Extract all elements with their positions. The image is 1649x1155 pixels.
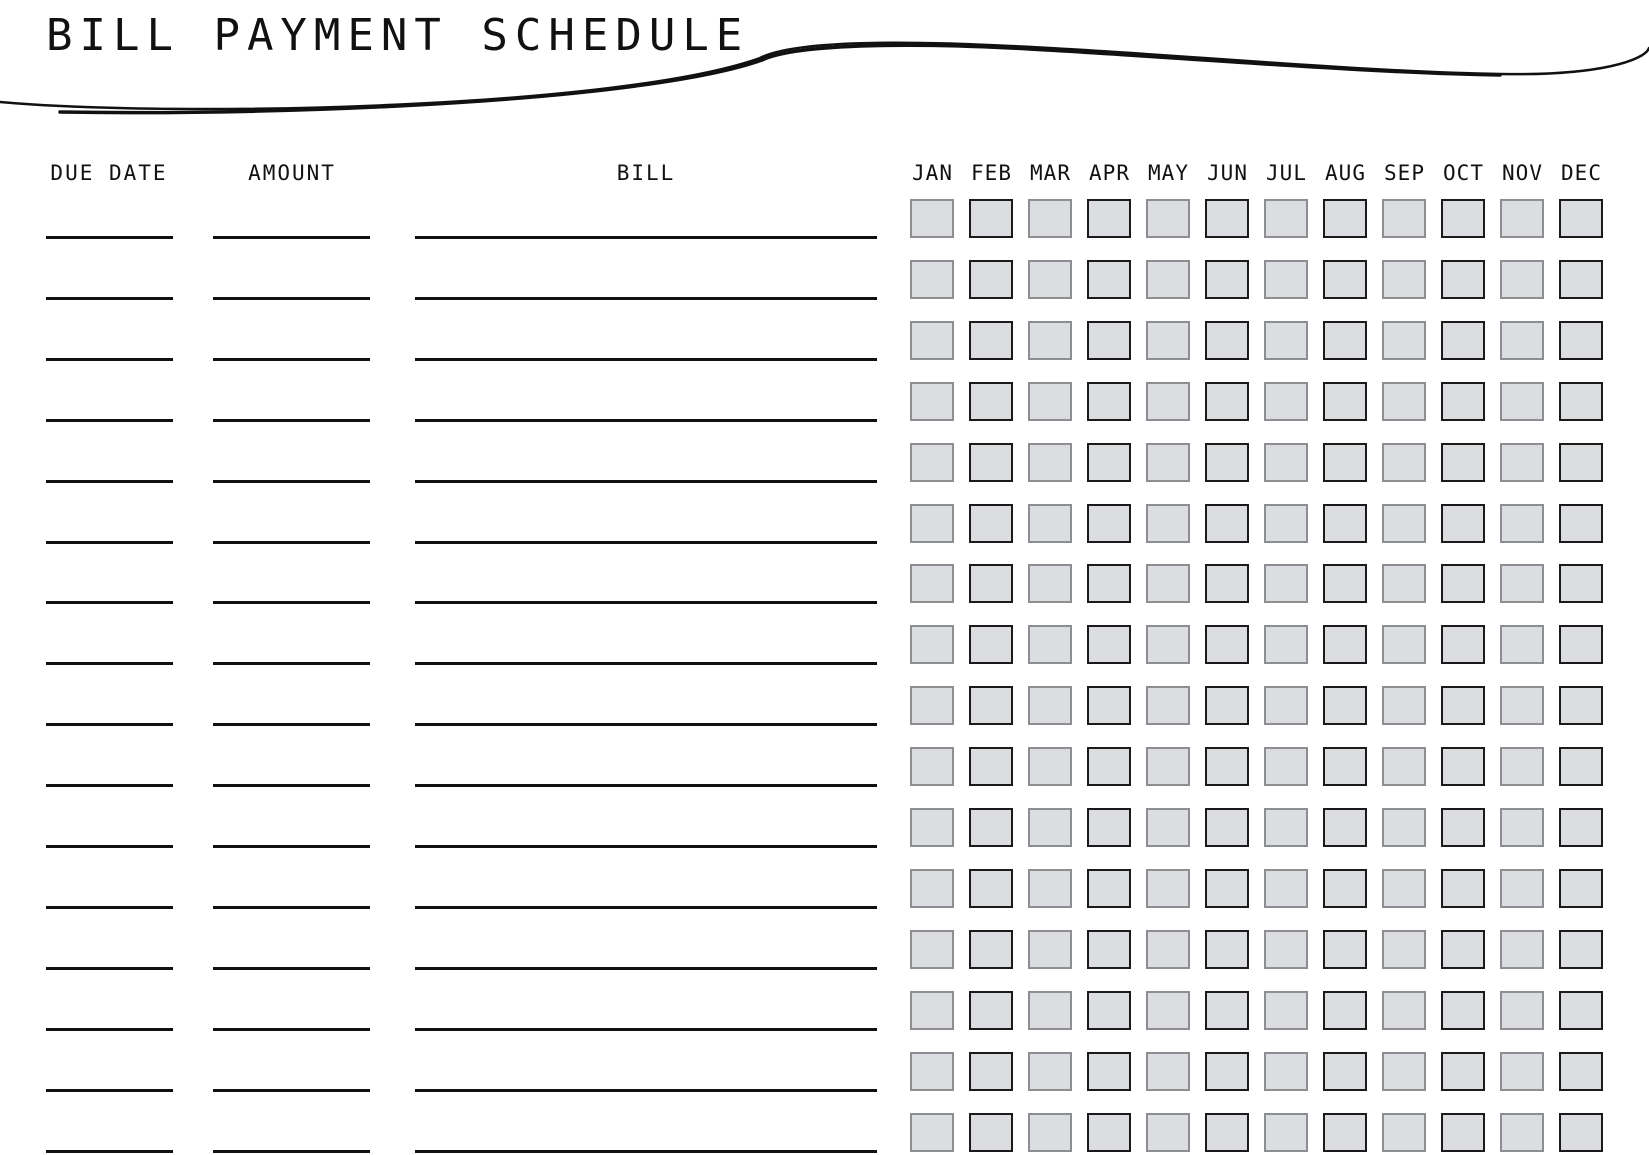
amount-line[interactable] [213,601,370,604]
payment-checkbox-feb[interactable] [969,686,1013,725]
payment-checkbox-jul[interactable] [1264,382,1308,421]
payment-checkbox-sep[interactable] [1382,199,1426,238]
payment-checkbox-aug[interactable] [1323,1052,1367,1091]
payment-checkbox-apr[interactable] [1087,930,1131,969]
payment-checkbox-apr[interactable] [1087,625,1131,664]
payment-checkbox-mar[interactable] [1028,991,1072,1030]
payment-checkbox-jan[interactable] [910,1113,954,1152]
payment-checkbox-oct[interactable] [1441,808,1485,847]
bill-line[interactable] [415,967,877,970]
due-date-line[interactable] [46,1028,173,1031]
payment-checkbox-aug[interactable] [1323,991,1367,1030]
payment-checkbox-jan[interactable] [910,625,954,664]
due-date-line[interactable] [46,541,173,544]
month-header-aug: AUG [1325,161,1366,185]
payment-checkbox-oct[interactable] [1441,1052,1485,1091]
amount-line[interactable] [213,358,370,361]
payment-checkbox-may[interactable] [1146,260,1190,299]
payment-checkbox-aug[interactable] [1323,686,1367,725]
payment-checkbox-jun[interactable] [1205,747,1249,786]
payment-checkbox-jan[interactable] [910,930,954,969]
payment-checkbox-may[interactable] [1146,747,1190,786]
payment-checkbox-jul[interactable] [1264,1052,1308,1091]
payment-checkbox-feb[interactable] [969,382,1013,421]
amount-line[interactable] [213,784,370,787]
payment-checkbox-aug[interactable] [1323,382,1367,421]
bill-line[interactable] [415,784,877,787]
payment-checkbox-jan[interactable] [910,260,954,299]
payment-checkbox-mar[interactable] [1028,260,1072,299]
payment-checkbox-aug[interactable] [1323,930,1367,969]
bill-line[interactable] [415,723,877,726]
bill-line[interactable] [415,358,877,361]
payment-checkbox-oct[interactable] [1441,382,1485,421]
payment-checkbox-jul[interactable] [1264,321,1308,360]
payment-checkbox-feb[interactable] [969,869,1013,908]
page-title: BILL PAYMENT SCHEDULE [46,10,750,61]
payment-checkbox-nov[interactable] [1500,382,1544,421]
payment-checkbox-nov[interactable] [1500,443,1544,482]
payment-checkbox-jun[interactable] [1205,443,1249,482]
payment-checkbox-dec[interactable] [1559,321,1603,360]
payment-checkbox-mar[interactable] [1028,382,1072,421]
payment-checkbox-may[interactable] [1146,1052,1190,1091]
month-header-may: MAY [1148,161,1189,185]
bill-line[interactable] [415,419,877,422]
payment-checkbox-dec[interactable] [1559,260,1603,299]
month-header-oct: OCT [1443,161,1484,185]
payment-checkbox-oct[interactable] [1441,321,1485,360]
payment-checkbox-sep[interactable] [1382,321,1426,360]
payment-checkbox-sep[interactable] [1382,1052,1426,1091]
payment-checkbox-aug[interactable] [1323,564,1367,603]
payment-checkbox-nov[interactable] [1500,686,1544,725]
payment-checkbox-may[interactable] [1146,869,1190,908]
payment-checkbox-nov[interactable] [1500,260,1544,299]
payment-checkbox-jul[interactable] [1264,564,1308,603]
bill-line[interactable] [415,845,877,848]
payment-checkbox-aug[interactable] [1323,625,1367,664]
payment-checkbox-jan[interactable] [910,808,954,847]
payment-checkbox-nov[interactable] [1500,625,1544,664]
due-date-line[interactable] [46,967,173,970]
payment-checkbox-jul[interactable] [1264,199,1308,238]
payment-checkbox-aug[interactable] [1323,1113,1367,1152]
payment-checkbox-mar[interactable] [1028,625,1072,664]
payment-checkbox-apr[interactable] [1087,321,1131,360]
payment-checkbox-aug[interactable] [1323,808,1367,847]
payment-checkbox-aug[interactable] [1323,869,1367,908]
amount-line[interactable] [213,1028,370,1031]
payment-checkbox-sep[interactable] [1382,686,1426,725]
payment-checkbox-mar[interactable] [1028,321,1072,360]
due-date-line[interactable] [46,358,173,361]
payment-checkbox-aug[interactable] [1323,199,1367,238]
payment-checkbox-sep[interactable] [1382,991,1426,1030]
payment-checkbox-apr[interactable] [1087,747,1131,786]
month-header-nov: NOV [1502,161,1543,185]
payment-checkbox-jan[interactable] [910,869,954,908]
bill-line[interactable] [415,906,877,909]
bill-line[interactable] [415,1150,877,1153]
payment-checkbox-apr[interactable] [1087,686,1131,725]
bill-line[interactable] [415,1089,877,1092]
payment-checkbox-oct[interactable] [1441,504,1485,543]
payment-checkbox-oct[interactable] [1441,1113,1485,1152]
payment-checkbox-aug[interactable] [1323,321,1367,360]
payment-checkbox-sep[interactable] [1382,564,1426,603]
payment-checkbox-dec[interactable] [1559,443,1603,482]
due-date-line[interactable] [46,1150,173,1153]
payment-checkbox-dec[interactable] [1559,564,1603,603]
payment-checkbox-feb[interactable] [969,199,1013,238]
amount-line[interactable] [213,1089,370,1092]
amount-line[interactable] [213,662,370,665]
payment-checkbox-may[interactable] [1146,625,1190,664]
payment-checkbox-mar[interactable] [1028,1052,1072,1091]
payment-checkbox-jul[interactable] [1264,808,1308,847]
payment-checkbox-oct[interactable] [1441,991,1485,1030]
payment-checkbox-oct[interactable] [1441,869,1485,908]
payment-checkbox-apr[interactable] [1087,1113,1131,1152]
payment-checkbox-jun[interactable] [1205,1052,1249,1091]
amount-line[interactable] [213,236,370,239]
payment-checkbox-mar[interactable] [1028,808,1072,847]
payment-checkbox-jan[interactable] [910,504,954,543]
due-date-line[interactable] [46,297,173,300]
payment-checkbox-may[interactable] [1146,199,1190,238]
column-header-bill: BILL [616,161,676,185]
payment-checkbox-dec[interactable] [1559,1113,1603,1152]
payment-checkbox-apr[interactable] [1087,564,1131,603]
payment-checkbox-mar[interactable] [1028,504,1072,543]
bill-line[interactable] [415,662,877,665]
month-header-mar: MAR [1030,161,1071,185]
payment-checkbox-jun[interactable] [1205,260,1249,299]
bill-line[interactable] [415,236,877,239]
payment-checkbox-oct[interactable] [1441,260,1485,299]
payment-checkbox-nov[interactable] [1500,808,1544,847]
payment-checkbox-mar[interactable] [1028,747,1072,786]
payment-checkbox-dec[interactable] [1559,869,1603,908]
payment-checkbox-jul[interactable] [1264,260,1308,299]
payment-checkbox-nov[interactable] [1500,321,1544,360]
due-date-line[interactable] [46,1089,173,1092]
payment-checkbox-nov[interactable] [1500,564,1544,603]
payment-checkbox-may[interactable] [1146,564,1190,603]
payment-checkbox-jun[interactable] [1205,869,1249,908]
payment-checkbox-oct[interactable] [1441,686,1485,725]
payment-checkbox-feb[interactable] [969,991,1013,1030]
payment-checkbox-jan[interactable] [910,564,954,603]
payment-checkbox-may[interactable] [1146,504,1190,543]
payment-checkbox-jan[interactable] [910,321,954,360]
payment-checkbox-jan[interactable] [910,382,954,421]
payment-checkbox-jul[interactable] [1264,930,1308,969]
payment-checkbox-feb[interactable] [969,260,1013,299]
column-header-amount: AMOUNT [248,161,336,185]
payment-checkbox-sep[interactable] [1382,382,1426,421]
payment-checkbox-jan[interactable] [910,747,954,786]
payment-checkbox-feb[interactable] [969,443,1013,482]
payment-checkbox-may[interactable] [1146,443,1190,482]
payment-checkbox-sep[interactable] [1382,930,1426,969]
payment-checkbox-dec[interactable] [1559,930,1603,969]
payment-checkbox-jul[interactable] [1264,869,1308,908]
payment-checkbox-feb[interactable] [969,625,1013,664]
payment-checkbox-oct[interactable] [1441,199,1485,238]
payment-checkbox-may[interactable] [1146,686,1190,725]
payment-checkbox-apr[interactable] [1087,1052,1131,1091]
payment-checkbox-oct[interactable] [1441,625,1485,664]
payment-checkbox-jul[interactable] [1264,1113,1308,1152]
due-date-line[interactable] [46,723,173,726]
payment-checkbox-may[interactable] [1146,321,1190,360]
payment-checkbox-apr[interactable] [1087,991,1131,1030]
payment-checkbox-apr[interactable] [1087,808,1131,847]
payment-checkbox-jun[interactable] [1205,382,1249,421]
month-header-jul: JUL [1266,161,1307,185]
payment-checkbox-dec[interactable] [1559,1052,1603,1091]
payment-checkbox-jan[interactable] [910,991,954,1030]
payment-checkbox-mar[interactable] [1028,199,1072,238]
payment-checkbox-mar[interactable] [1028,1113,1072,1152]
payment-checkbox-oct[interactable] [1441,930,1485,969]
amount-line[interactable] [213,967,370,970]
amount-line[interactable] [213,906,370,909]
payment-checkbox-apr[interactable] [1087,199,1131,238]
due-date-line[interactable] [46,601,173,604]
payment-checkbox-jul[interactable] [1264,686,1308,725]
month-header-apr: APR [1089,161,1130,185]
bill-line[interactable] [415,541,877,544]
amount-line[interactable] [213,723,370,726]
payment-checkbox-mar[interactable] [1028,869,1072,908]
month-header-sep: SEP [1384,161,1425,185]
payment-checkbox-aug[interactable] [1323,443,1367,482]
bill-line[interactable] [415,601,877,604]
due-date-line[interactable] [46,236,173,239]
payment-checkbox-nov[interactable] [1500,869,1544,908]
payment-checkbox-feb[interactable] [969,930,1013,969]
payment-checkbox-apr[interactable] [1087,443,1131,482]
payment-checkbox-dec[interactable] [1559,382,1603,421]
payment-checkbox-aug[interactable] [1323,747,1367,786]
amount-line[interactable] [213,480,370,483]
payment-checkbox-may[interactable] [1146,1113,1190,1152]
amount-line[interactable] [213,1150,370,1153]
payment-checkbox-may[interactable] [1146,991,1190,1030]
month-header-feb: FEB [971,161,1012,185]
payment-checkbox-nov[interactable] [1500,1052,1544,1091]
payment-checkbox-jun[interactable] [1205,686,1249,725]
payment-checkbox-sep[interactable] [1382,625,1426,664]
due-date-line[interactable] [46,845,173,848]
due-date-line[interactable] [46,480,173,483]
payment-checkbox-jun[interactable] [1205,808,1249,847]
payment-checkbox-apr[interactable] [1087,504,1131,543]
amount-line[interactable] [213,541,370,544]
payment-checkbox-may[interactable] [1146,930,1190,969]
amount-line[interactable] [213,297,370,300]
payment-checkbox-mar[interactable] [1028,564,1072,603]
payment-checkbox-mar[interactable] [1028,930,1072,969]
payment-checkbox-nov[interactable] [1500,747,1544,786]
payment-checkbox-jun[interactable] [1205,991,1249,1030]
payment-checkbox-jul[interactable] [1264,625,1308,664]
payment-checkbox-jun[interactable] [1205,504,1249,543]
due-date-line[interactable] [46,906,173,909]
payment-checkbox-feb[interactable] [969,504,1013,543]
month-header-jan: JAN [912,161,953,185]
payment-checkbox-nov[interactable] [1500,199,1544,238]
payment-checkbox-feb[interactable] [969,808,1013,847]
payment-checkbox-jul[interactable] [1264,443,1308,482]
payment-checkbox-feb[interactable] [969,1052,1013,1091]
payment-checkbox-jun[interactable] [1205,1113,1249,1152]
amount-line[interactable] [213,419,370,422]
due-date-line[interactable] [46,662,173,665]
payment-checkbox-oct[interactable] [1441,443,1485,482]
payment-checkbox-sep[interactable] [1382,869,1426,908]
payment-checkbox-jun[interactable] [1205,321,1249,360]
payment-checkbox-mar[interactable] [1028,443,1072,482]
payment-checkbox-nov[interactable] [1500,1113,1544,1152]
payment-checkbox-jun[interactable] [1205,625,1249,664]
payment-checkbox-dec[interactable] [1559,991,1603,1030]
payment-checkbox-apr[interactable] [1087,382,1131,421]
payment-checkbox-dec[interactable] [1559,504,1603,543]
payment-checkbox-feb[interactable] [969,564,1013,603]
payment-checkbox-aug[interactable] [1323,504,1367,543]
payment-checkbox-jun[interactable] [1205,930,1249,969]
amount-line[interactable] [213,845,370,848]
payment-checkbox-jun[interactable] [1205,564,1249,603]
payment-checkbox-jan[interactable] [910,686,954,725]
payment-checkbox-aug[interactable] [1323,260,1367,299]
payment-checkbox-mar[interactable] [1028,686,1072,725]
payment-checkbox-jun[interactable] [1205,199,1249,238]
payment-checkbox-nov[interactable] [1500,991,1544,1030]
payment-checkbox-sep[interactable] [1382,1113,1426,1152]
payment-checkbox-sep[interactable] [1382,443,1426,482]
payment-checkbox-sep[interactable] [1382,808,1426,847]
payment-checkbox-may[interactable] [1146,808,1190,847]
payment-checkbox-oct[interactable] [1441,747,1485,786]
payment-checkbox-feb[interactable] [969,321,1013,360]
payment-checkbox-jan[interactable] [910,199,954,238]
payment-checkbox-apr[interactable] [1087,869,1131,908]
payment-checkbox-jan[interactable] [910,443,954,482]
payment-checkbox-jul[interactable] [1264,747,1308,786]
payment-checkbox-may[interactable] [1146,382,1190,421]
payment-checkbox-dec[interactable] [1559,747,1603,786]
payment-checkbox-dec[interactable] [1559,625,1603,664]
payment-checkbox-feb[interactable] [969,747,1013,786]
bill-line[interactable] [415,297,877,300]
payment-checkbox-sep[interactable] [1382,260,1426,299]
bill-line[interactable] [415,480,877,483]
due-date-line[interactable] [46,419,173,422]
payment-checkbox-nov[interactable] [1500,930,1544,969]
payment-checkbox-jan[interactable] [910,1052,954,1091]
payment-checkbox-dec[interactable] [1559,686,1603,725]
payment-checkbox-jul[interactable] [1264,991,1308,1030]
column-header-due-date: DUE DATE [50,161,168,185]
payment-checkbox-jul[interactable] [1264,504,1308,543]
month-header-jun: JUN [1207,161,1248,185]
payment-checkbox-apr[interactable] [1087,260,1131,299]
payment-checkbox-feb[interactable] [969,1113,1013,1152]
bill-line[interactable] [415,1028,877,1031]
payment-checkbox-dec[interactable] [1559,199,1603,238]
payment-checkbox-oct[interactable] [1441,564,1485,603]
payment-checkbox-sep[interactable] [1382,504,1426,543]
payment-checkbox-nov[interactable] [1500,504,1544,543]
due-date-line[interactable] [46,784,173,787]
payment-checkbox-sep[interactable] [1382,747,1426,786]
month-header-dec: DEC [1561,161,1602,185]
payment-checkbox-dec[interactable] [1559,808,1603,847]
